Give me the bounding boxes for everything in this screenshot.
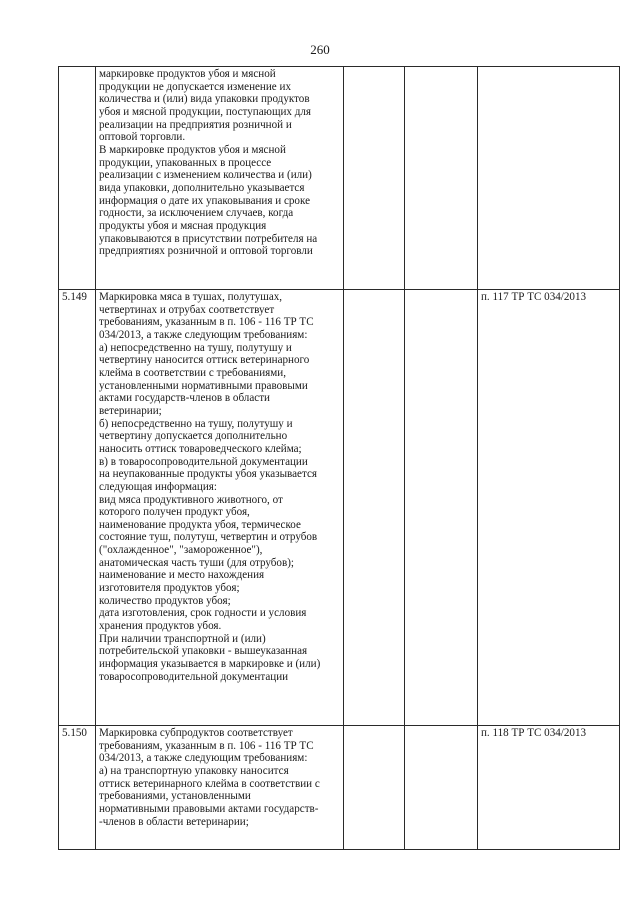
text-line: вида упаковки, дополнительно указывается: [99, 181, 305, 194]
empty-cell: [344, 67, 405, 290]
text-line: товаросопроводительной документации: [99, 670, 289, 683]
text-line: Маркировка субпродуктов соответствует: [99, 727, 293, 739]
row-number-cell: [59, 67, 96, 290]
text-line: клейма в соответствии с требованиями,: [99, 366, 286, 379]
text-line: потребительской упаковки - вышеуказанная: [99, 645, 308, 658]
text-line: ветеринарии;: [99, 404, 162, 417]
text-line: ("охлажденное", "замороженное"),: [99, 544, 263, 557]
text-line: анатомическая часть туши (для отрубов);: [99, 556, 294, 569]
row-number-cell: 5.150: [59, 726, 96, 850]
text-line: на неупакованные продукты убоя указывается: [99, 468, 317, 481]
text-line: 034/2013, а также следующим требованиям:: [99, 752, 308, 765]
text-line: При наличии транспортной и (или): [99, 632, 266, 645]
text-line: маркировке продуктов убоя и мясной: [99, 68, 276, 80]
text-line: оттиск ветеринарного клейма в соответствии с: [99, 777, 320, 790]
text-line: которого получен продукт убоя,: [99, 506, 250, 519]
text-line: хранения продуктов убоя.: [99, 620, 222, 633]
text-line: а) на транспортную упаковку наносится: [99, 764, 289, 777]
text-line: убоя и мясной продукции, поступающих для: [99, 105, 312, 118]
text-line: наименование и место нахождения: [99, 569, 265, 582]
requirement-text-cell: [96, 726, 344, 850]
text-line: реализации на предприятия розничной и: [99, 118, 292, 131]
text-line: продукты убоя и мясная продукция: [99, 219, 267, 232]
reference-cell: [478, 67, 620, 290]
text-line: а) непосредственно на тушу, полутушу и: [99, 341, 292, 354]
text-line: изготовителя продуктов убоя;: [99, 582, 240, 595]
text-line: четвертину наносится оттиск ветеринарного: [99, 354, 310, 367]
text-line: информация указывается в маркировке и (или): [99, 658, 321, 671]
text-line: вид мяса продуктивного животного, от: [99, 493, 283, 506]
text-line: упаковываются в присутствии потребителя на: [99, 232, 318, 245]
text-line: наименование продукта убоя, термическое: [99, 518, 301, 531]
text-line: годности, за исключением случаев, когда: [99, 207, 294, 220]
text-line: требованиями, установленными: [99, 790, 251, 803]
text-line: количество продуктов убоя;: [99, 594, 231, 607]
requirement-text-cell: [96, 67, 344, 290]
text-line: оптовой торговли.: [99, 131, 186, 144]
reference-cell: п. 118 ТР ТС 034/2013: [478, 726, 620, 850]
text-line: четвертину допускается дополнительно: [99, 430, 288, 443]
empty-cell: [344, 290, 405, 726]
empty-cell: [405, 726, 478, 850]
empty-cell: [405, 67, 478, 290]
text-line: информация о дате их упаковывания и сроке: [99, 194, 311, 207]
empty-cell: [405, 290, 478, 726]
text-line: следующая информация:: [99, 480, 217, 493]
text-line: установленными нормативными правовыми: [99, 379, 308, 392]
text-line: реализации с изменением количества и (или): [99, 169, 312, 182]
table-row-5-150: [59, 726, 620, 850]
text-line: -членов в области ветеринарии;: [99, 815, 249, 828]
reference-cell: п. 117 ТР ТС 034/2013: [478, 290, 620, 726]
text-line: актами государств-членов в области: [99, 392, 270, 405]
table-row-5-149: [59, 290, 620, 726]
text-line: в) в товаросопроводительной документации: [99, 455, 308, 468]
text-line: предприятиях розничной и оптовой торговли: [99, 245, 313, 258]
text-line: нормативными правовыми актами государств-: [99, 802, 319, 815]
text-line: требованиям, указанным в п. 106 - 116 ТР ТС: [99, 739, 314, 752]
text-line: б) непосредственно на тушу, полутушу и: [99, 417, 293, 430]
text-line: 034/2013, а также следующим требованиям:: [99, 328, 308, 341]
text-line: количества и (или) вида упаковки продуктов: [99, 93, 310, 106]
text-line: дата изготовления, срок годности и условия: [99, 607, 307, 620]
text-line: продукции не допускается изменение их: [99, 80, 291, 93]
text-line: состояние туш, полутуш, четвертин и отрубов: [99, 531, 318, 544]
requirements-table: [58, 66, 620, 850]
requirement-text-cell: [96, 290, 344, 726]
table-row-continued: [59, 67, 620, 290]
text-line: В маркировке продуктов убоя и мясной: [99, 143, 286, 156]
text-line: четвертинах и отрубах соответствует: [99, 303, 275, 316]
empty-cell: [344, 726, 405, 850]
text-line: наносить оттиск товароведческого клейма;: [99, 442, 302, 455]
text-line: требованиям, указанным в п. 106 - 116 ТР ТС: [99, 316, 314, 329]
page-number: 260: [310, 42, 330, 57]
row-number-cell: 5.149: [59, 290, 96, 726]
text-line: Маркировка мяса в тушах, полутушах,: [99, 291, 283, 303]
text-line: продукции, упакованных в процессе: [99, 156, 272, 169]
